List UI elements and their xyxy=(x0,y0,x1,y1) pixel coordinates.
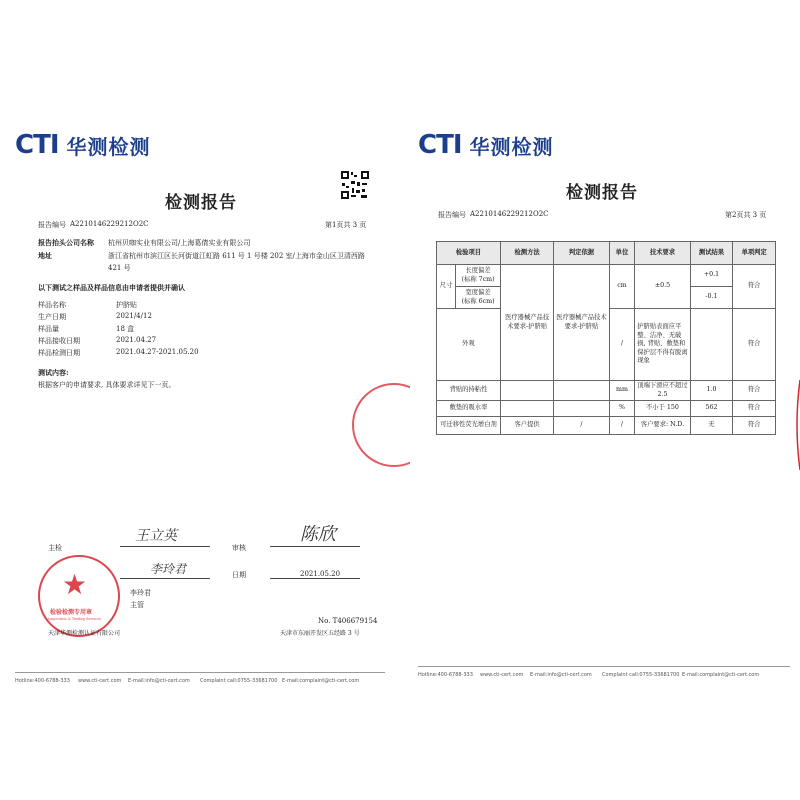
field-label-4: 样品检测日期 xyxy=(38,349,80,357)
table-header-row xyxy=(437,242,776,265)
report-no-2: A2210146229212O2C xyxy=(470,210,549,218)
logo-cn-text-2: 华测检测 xyxy=(469,134,554,159)
logo-cti-text: CTI xyxy=(15,130,59,160)
logo-cti-text-2: CTI xyxy=(418,130,462,160)
reviewer-line xyxy=(270,546,360,547)
footer-hotline-2: Hotline:400-6788-333 xyxy=(418,672,473,678)
footer-web-2: www.cti-cert.com xyxy=(480,672,524,678)
footer-divider-2 xyxy=(418,666,790,667)
director-label: 主管 xyxy=(130,601,144,609)
method-medical: 医疗器械产品技术要求-护脐贴 xyxy=(500,265,553,381)
address-line-2: 421 号 xyxy=(108,264,131,272)
basis-medical: 医疗器械产品技术要求-护脐贴 xyxy=(554,265,609,381)
length-deviation: 长度偏差 (标称 7cm) xyxy=(456,265,501,287)
table-row xyxy=(437,381,776,401)
footer-email: E-mail:info@cti-cert.com xyxy=(128,678,190,684)
appearance-unit: / xyxy=(609,309,635,381)
official-seal-stamp xyxy=(38,555,120,637)
size-requirement: ±0.5 xyxy=(635,265,690,309)
width-deviation: 宽度偏差 (标称 6cm) xyxy=(456,287,501,309)
field-label-3: 样品接收日期 xyxy=(38,337,80,345)
field-label-2: 样品量 xyxy=(38,325,59,333)
size-unit: cm xyxy=(609,265,635,309)
fluor-item: 可迁移性荧光增白剂 xyxy=(437,417,501,435)
test-content-label: 测试内容: xyxy=(38,368,69,377)
footer-complaint-email-2: E-mail:complaint@cti-cert.com xyxy=(682,672,760,678)
field-value-2: 18 盒 xyxy=(116,325,135,333)
client-name: 杭州贝咖实业有限公司/上海葛倩实业有限公司 xyxy=(108,239,251,247)
header-basis: 判定依据 xyxy=(554,242,609,265)
appearance-judgement: 符合 xyxy=(733,309,776,381)
reviewer-label: 审核 xyxy=(232,544,246,552)
footer-complaint-2: Complaint call:0755-33681700 xyxy=(602,672,680,678)
adhesion-method-empty xyxy=(500,381,553,401)
date-line xyxy=(270,578,360,579)
client-label: 报告抬头公司名称 xyxy=(38,238,94,247)
stamp-sub-label: Inspection & Testing Services xyxy=(48,617,102,621)
page-info: 第1页共 3 页 xyxy=(325,221,367,229)
director-line xyxy=(120,578,210,579)
header-method: 检测方法 xyxy=(500,242,553,265)
adhesion-result: 1.0 xyxy=(690,381,733,401)
absorb-unit: % xyxy=(609,401,635,417)
adhesion-requirement: 顶端下滑应不超过 2.5 xyxy=(635,381,690,401)
header-requirement: 技术要求 xyxy=(635,242,690,265)
report-no: A2210146229212O2C xyxy=(70,220,149,228)
table-row xyxy=(437,417,776,435)
address-line-1: 浙江省杭州市滨江区长河街道江虹路 611 号 1 号楼 202 室/上海市金山区卫清西路 xyxy=(108,252,365,260)
fluor-requirement: 客户要求: N.D. xyxy=(635,417,690,435)
report-no-label: 报告编号 xyxy=(38,221,66,229)
date-label: 日期 xyxy=(232,571,246,579)
adhesion-item: 背贴的持粘性 xyxy=(437,381,501,401)
report-page-1 xyxy=(0,100,402,700)
footer-complaint: Complaint call:0755-33681700 xyxy=(200,678,278,684)
cti-logo xyxy=(15,130,151,160)
field-label-0: 样品名称 xyxy=(38,301,66,309)
header-judgement: 单项判定 xyxy=(733,242,776,265)
appearance-result-empty xyxy=(690,309,733,381)
company-name: 天津华测检测认证有限公司 xyxy=(48,630,121,637)
report-page-2 xyxy=(410,100,800,700)
stamp-label: 检验检测专用章 xyxy=(50,609,93,616)
reviewer-signature: 陈欣 xyxy=(300,524,336,545)
footer-email-2: E-mail:info@cti-cert.com xyxy=(530,672,592,678)
fluor-basis: / xyxy=(554,417,609,435)
fluor-judgement: 符合 xyxy=(733,417,776,435)
page-title: 检测报告 xyxy=(165,193,237,213)
fluor-method: 客户提供 xyxy=(500,417,553,435)
star-icon: ★ xyxy=(62,568,88,601)
appearance-requirement: 护脐贴表面应平整、洁净、无破损, 背贴、敷垫和保护层不得有脱离现象 xyxy=(635,309,690,381)
page-title-2: 检测报告 xyxy=(566,183,638,203)
qr-code-icon xyxy=(340,170,370,200)
report-no-label-2: 报告编号 xyxy=(438,211,466,219)
footer-web: www.cti-cert.com xyxy=(78,678,122,684)
table-row xyxy=(437,265,776,287)
confirm-note: 以下测试之样品及样品信息由申请者提供并确认 xyxy=(38,283,185,292)
fluor-result: 无 xyxy=(690,417,733,435)
footer-hotline: Hotline:400-6788-333 xyxy=(15,678,70,684)
adhesion-judgement: 符合 xyxy=(733,381,776,401)
adhesion-basis-empty xyxy=(554,381,609,401)
date-value: 2021.05.20 xyxy=(300,570,341,578)
field-value-4: 2021.04.27-2021.05.20 xyxy=(116,348,199,356)
director-signature: 李玲君 xyxy=(150,562,187,576)
cert-no: No. T406679154 xyxy=(318,617,378,625)
edge-seal-fragment xyxy=(794,380,800,470)
absorb-requirement: 不小于 150 xyxy=(635,401,690,417)
absorb-judgement: 符合 xyxy=(733,401,776,417)
appearance-item: 外观 xyxy=(437,309,501,381)
absorb-item: 敷垫的吸水率 xyxy=(437,401,501,417)
test-results-table xyxy=(436,241,776,435)
table-row xyxy=(437,401,776,417)
logo-cn-text: 华测检测 xyxy=(66,134,151,159)
field-value-3: 2021.04.27 xyxy=(116,336,157,344)
header-item: 检验项目 xyxy=(437,242,501,265)
field-value-0: 护脐贴 xyxy=(116,301,137,309)
absorb-result: 562 xyxy=(690,401,733,417)
cti-logo-2 xyxy=(418,130,554,160)
header-unit: 单位 xyxy=(609,242,635,265)
adhesion-unit: mm xyxy=(609,381,635,401)
footer-complaint-email: E-mail:complaint@cti-cert.com xyxy=(282,678,360,684)
field-label-1: 生产日期 xyxy=(38,313,66,321)
length-result: +0.1 xyxy=(690,265,733,287)
width-result: -0.1 xyxy=(690,287,733,309)
size-label: 尺寸 xyxy=(437,265,456,309)
absorb-basis-empty xyxy=(554,401,609,417)
absorb-method-empty xyxy=(500,401,553,417)
inspector-line xyxy=(120,546,210,547)
address-label: 地址 xyxy=(38,251,52,260)
inspector-label: 主检 xyxy=(48,544,62,552)
director-name: 李玲君 xyxy=(130,589,151,597)
company-address: 天津市东丽开发区五经路 3 号 xyxy=(280,630,360,637)
page-info-2: 第2页共 3 页 xyxy=(725,211,767,219)
inspector-signature: 王立英 xyxy=(135,528,177,544)
header-result: 测试结果 xyxy=(690,242,733,265)
size-judgement: 符合 xyxy=(733,265,776,309)
test-content: 根据客户的申请要求, 具体要求详见下一页。 xyxy=(38,381,176,389)
field-value-1: 2021/4/12 xyxy=(116,312,152,320)
fluor-unit: / xyxy=(609,417,635,435)
footer-divider xyxy=(15,672,385,673)
